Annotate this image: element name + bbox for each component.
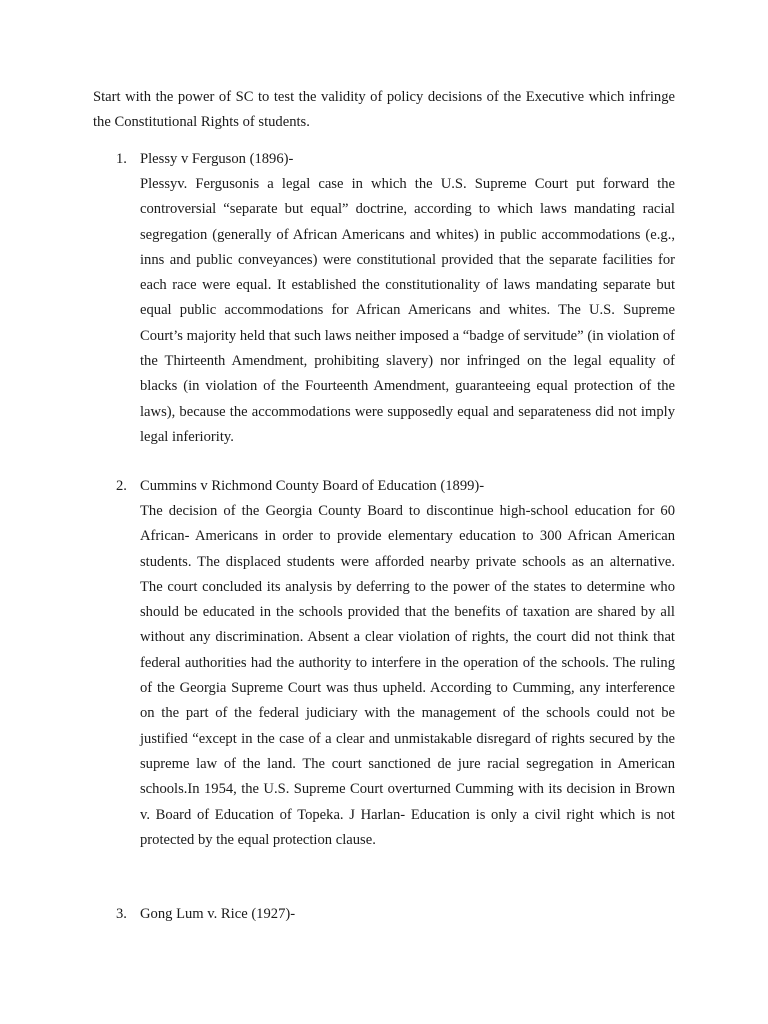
list-number: 2. [116, 478, 127, 494]
case-body: Plessyv. Fergusonis a legal case in which the U.S. Supreme Court put forward the controversial “separate but equal” doctrine, according to which laws mandating racial segregation (generally of African Americans and whites) in public accommodations (e.g., inns and public conveyances) were constitutional provided that the separate facilities for each race were equal. It established the constitutionality of laws mandating separate but equal public accommodations for African Americans and whites. The U.S. Supreme Court’s majority held that such laws neither imposed a “badge of servitude” (in violation of the Thirteenth Amendment, prohibiting slavery) nor infringed on the legal equality of blacks (in violation of the Fourteenth Amendment, guaranteeing equal protection of the laws), because the accommodations were supposedly equal and separateness did not imply legal inferiority. [140, 176, 675, 445]
case-heading: Gong Lum v. Rice (1927)- [140, 906, 296, 922]
intro-paragraph: Start with the power of SC to test the validity of policy decisions of the Executive which infringe the Constitutional Rights of students. [93, 89, 675, 130]
case-heading: Cummins v Richmond County Board of Education (1899)- [140, 478, 485, 494]
case-body: The decision of the Georgia County Board to discontinue high-school education for 60 African- Americans in order to provide elementary education to 300 African American students. The displaced students were afforded nearby private schools as an alternative. The court concluded its analysis by deferring to the power of the states to determine who should be educated in the schools provided that the benefits of taxation are shared by all without any discrimination. Absent a clear violation of rights, the court did not think that federal authorities had the authority to interfere in the operation of the schools. The ruling of the Georgia Supreme Court was thus upheld. According to Cumming, any interference on the part of the federal judiciary with the management of the schools could not be justified “except in the case of a clear and unmistakable disregard of rights secured by the supreme law of the land. The court sanctioned de jure racial segregation in American schools.In 1954, the U.S. Supreme Court overturned Cumming with its decision in Brown v. Board of Education of Topeka. J Harlan- Education is only a civil right which is not protected by the equal protection clause. [140, 503, 675, 848]
list-number: 1. [116, 151, 127, 167]
case-heading: Plessy v Ferguson (1896)- [140, 151, 294, 167]
list-number: 3. [116, 906, 127, 922]
